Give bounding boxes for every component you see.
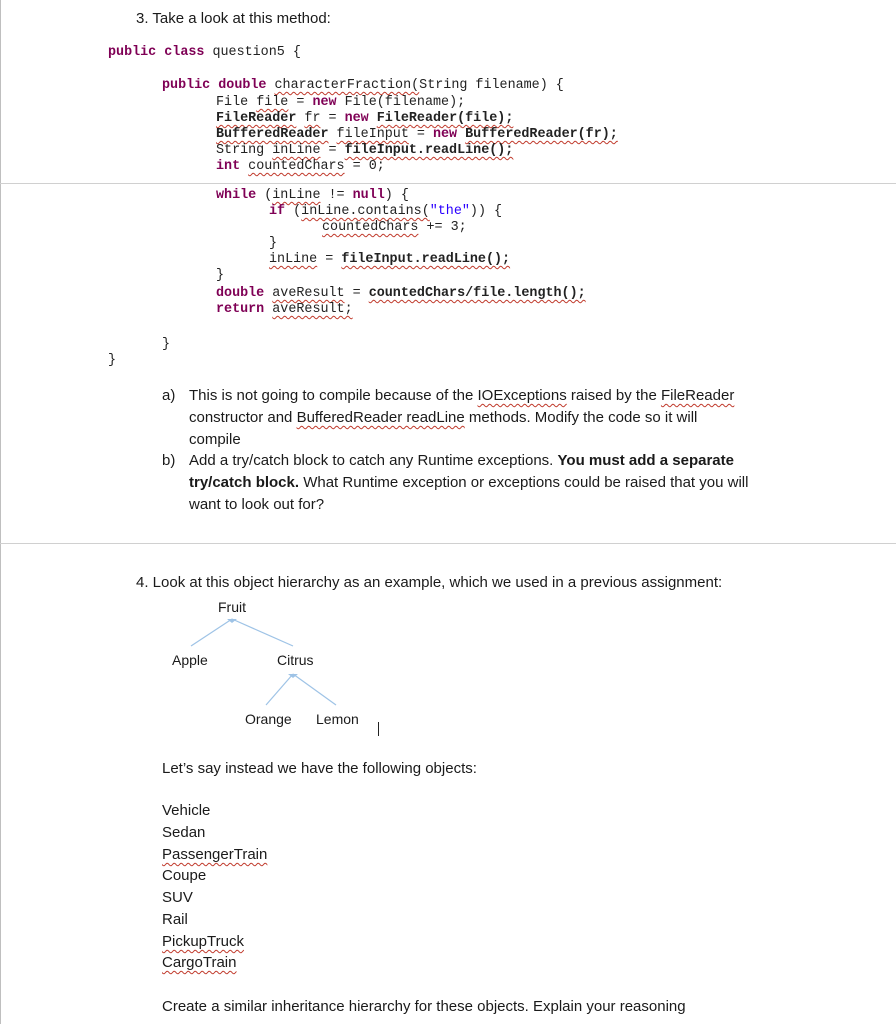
var: aveResult; [272,302,353,317]
kw-new: new [344,111,369,126]
edge-fruit-citrus [232,619,293,646]
text: What Runtime exception or exceptions could be raised that you will [299,474,749,491]
var: inLine [269,252,318,267]
eq: = [288,95,313,110]
edge-citrus-orange [266,674,293,705]
eq: = [344,286,369,301]
object-vehicle: Vehicle [162,802,211,819]
q4-heading: 4. Look at this object hierarchy as an example, which we used in a previous assignment: [136,574,723,591]
kw-public-class: public class [108,45,205,60]
node-apple: Apple [172,652,208,668]
text: Add a try/catch block to catch any Runtime exceptions. [189,452,558,469]
q4-closing: Create a similar inheritance hierarchy for these objects. Explain your reasoning [162,998,686,1015]
node-fruit: Fruit [218,599,246,615]
object-sedan: Sedan [162,824,206,841]
text-cursor-icon [378,722,379,736]
var: inLine [272,143,321,158]
var: aveResult [272,286,345,301]
bold-text: try/catch block. [189,474,300,491]
type: String [216,143,265,158]
rest: = 0; [344,159,385,174]
type: BufferedReader [216,127,329,142]
type: FileReader [216,111,297,126]
code-brace-if: } [269,236,278,251]
rest: ) { [384,188,409,203]
call: countedChars/file.length(); [368,286,586,301]
code-brace-method: } [162,337,171,352]
part-b-label: b) [162,452,176,469]
node-orange: Orange [245,711,292,727]
object-rail: Rail [162,911,188,928]
kw-new: new [432,127,458,142]
filereader-word: FileReader [660,387,735,404]
q4-intro: Let’s say instead we have the following objects: [162,760,477,777]
call: fileInput.readLine(); [344,143,514,158]
var: countedChars [248,159,345,174]
kw-return: return [216,302,265,317]
object-coupe: Coupe [162,867,207,884]
kw-if: if [269,204,286,219]
rest: File(filename); [336,95,466,110]
object-passengertrain: PassengerTrain [162,846,268,863]
edge-citrus-lemon [293,674,336,705]
kw-int: int [216,159,241,174]
string-literal: "the" [429,204,470,219]
object-cargotrain: CargoTrain [162,954,237,971]
eq: = [320,143,345,158]
object-pickuptruck: PickupTruck [162,933,244,950]
object-suv: SUV [162,889,193,906]
var: inLine [272,188,321,203]
kw-public-double: public double [162,78,267,93]
edge-fruit-apple [191,619,232,646]
q3-heading: 3. Take a look at this method: [136,10,331,27]
text: This is not going to compile because of the [189,387,478,404]
part-b-line3: want to look out for? [189,496,325,513]
open: ( [256,188,273,203]
code-brace-while: } [216,268,225,283]
text: methods. Modify the code so it will [464,409,698,426]
var: file [256,95,289,110]
call: inLine.contains( [301,204,430,219]
bufferedreader-word: BufferedReader readLine [296,409,465,426]
call: BufferedReader(fr); [465,127,618,142]
call: fileInput.readLine(); [341,252,511,267]
open: ( [285,204,302,219]
method-name: characterFraction( [274,78,420,93]
var: fr [304,111,321,126]
part-a-line3: compile [189,431,241,448]
eq: = [320,111,345,126]
eq: = [408,127,433,142]
var: fileInput [336,127,409,142]
node-lemon: Lemon [316,711,359,727]
type: File [216,95,249,110]
node-citrus: Citrus [277,652,314,668]
kw-double: double [216,286,265,301]
eq: = [317,252,342,267]
kw-while: while [216,188,257,203]
kw-null: null [352,188,385,203]
rest: += 3; [418,220,467,235]
op: != [320,188,353,203]
code-brace-class: } [108,353,117,368]
ioexceptions-word: IOExceptions [477,387,567,404]
kw-new: new [312,95,337,110]
bold-text: You must add a separate [557,452,734,469]
text: raised by the [566,387,661,404]
part-a-label: a) [162,387,176,404]
class-name: question5 { [204,45,301,60]
var: countedChars [322,220,419,235]
text: constructor and [189,409,297,426]
call: FileReader(file); [376,111,514,126]
rest: )) { [469,204,503,219]
method-params: String filename) { [419,78,564,93]
